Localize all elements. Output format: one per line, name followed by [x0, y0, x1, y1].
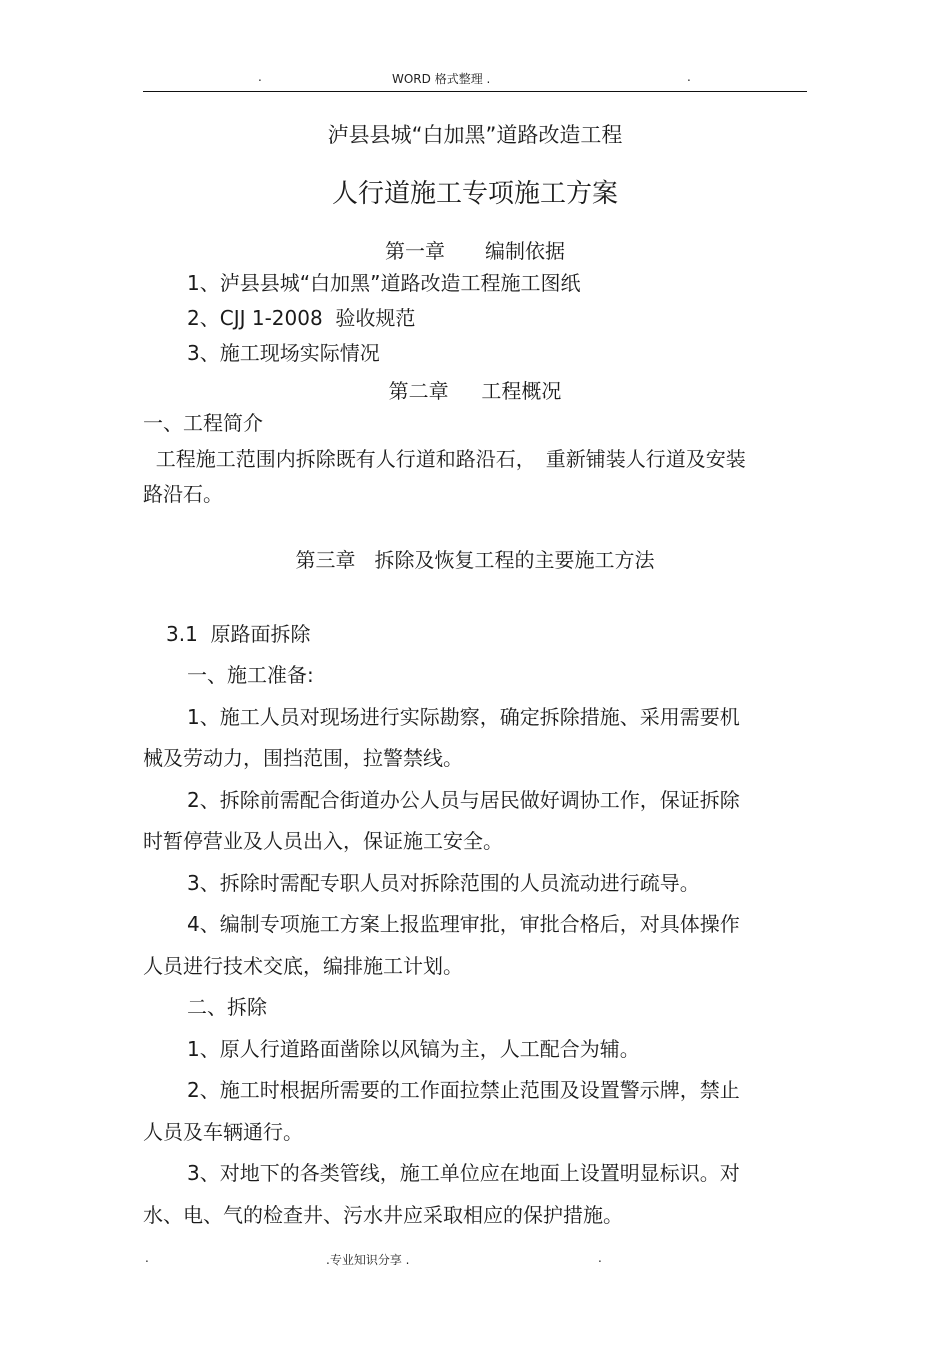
chapter-3-heading: 第三章 拆除及恢复工程的主要施工方法 — [295, 548, 655, 572]
demolition-item-3-line: 3、对地下的各类管线，施工单位应在地面上设置明显标识。对 — [187, 1161, 740, 1185]
demolition-item-2-line: 2、施工时根据所需要的工作面拉禁止范围及设置警示牌，禁止 — [187, 1078, 740, 1102]
prep-item-4-line: 4、编制专项施工方案上报监理审批，审批合格后，对具体操作 — [187, 912, 740, 936]
footer-dot-right: . — [598, 1251, 602, 1265]
header-dot-left: . — [258, 70, 262, 84]
prep-item-2-line: 时暂停营业及人员出入，保证施工安全。 — [143, 829, 503, 853]
prep-item-1-line: 1、施工人员对现场进行实际勘察，确定拆除措施、采用需要机 — [187, 705, 740, 729]
intro-paragraph-line: 工程施工范围内拆除既有人行道和路沿石， 重新铺装人行道及安装 — [143, 447, 746, 471]
prep-item-3: 3、拆除时需配专职人员对拆除范围的人员流动进行疏导。 — [187, 871, 700, 895]
document-subtitle: 人行道施工专项施工方案 — [331, 179, 618, 209]
chapter-1-heading: 第一章 编制依据 — [385, 239, 565, 263]
chapter-2-heading: 第二章 工程概况 — [388, 379, 562, 403]
prep-item-1-line: 械及劳动力，围挡范围，拉警禁线。 — [143, 746, 463, 770]
header-rule — [143, 91, 807, 92]
prep-item-4-line: 人员进行技术交底，编排施工计划。 — [143, 954, 463, 978]
section-intro-heading: 一、工程简介 — [143, 411, 263, 435]
intro-paragraph-line: 路沿石。 — [143, 482, 223, 506]
header-title: WORD 格式整理 . — [392, 72, 491, 86]
demolition-item-1: 1、原人行道路面凿除以风镐为主，人工配合为辅。 — [187, 1037, 640, 1061]
basis-item: 3、施工现场实际情况 — [187, 341, 380, 365]
demolition-heading: 二、拆除 — [187, 995, 267, 1019]
footer-dot-left: . — [145, 1251, 149, 1265]
demolition-item-3-line: 水、电、气的检查井、污水井应采取相应的保护措施。 — [143, 1203, 623, 1227]
basis-item: 1、泸县县城“白加黑”道路改造工程施工图纸 — [187, 271, 581, 295]
footer-text: .专业知识分享 . — [326, 1253, 410, 1267]
demolition-item-2-line: 人员及车辆通行。 — [143, 1120, 303, 1144]
prep-heading: 一、施工准备: — [187, 663, 314, 687]
basis-item: 2、CJJ 1-2008 验收规范 — [187, 306, 416, 330]
header-dot-right: . — [687, 70, 691, 84]
section-3-1-heading: 3.1 原路面拆除 — [166, 622, 311, 646]
document-title: 泸县县城“白加黑”道路改造工程 — [327, 123, 623, 147]
prep-item-2-line: 2、拆除前需配合街道办公人员与居民做好调协工作，保证拆除 — [187, 788, 740, 812]
